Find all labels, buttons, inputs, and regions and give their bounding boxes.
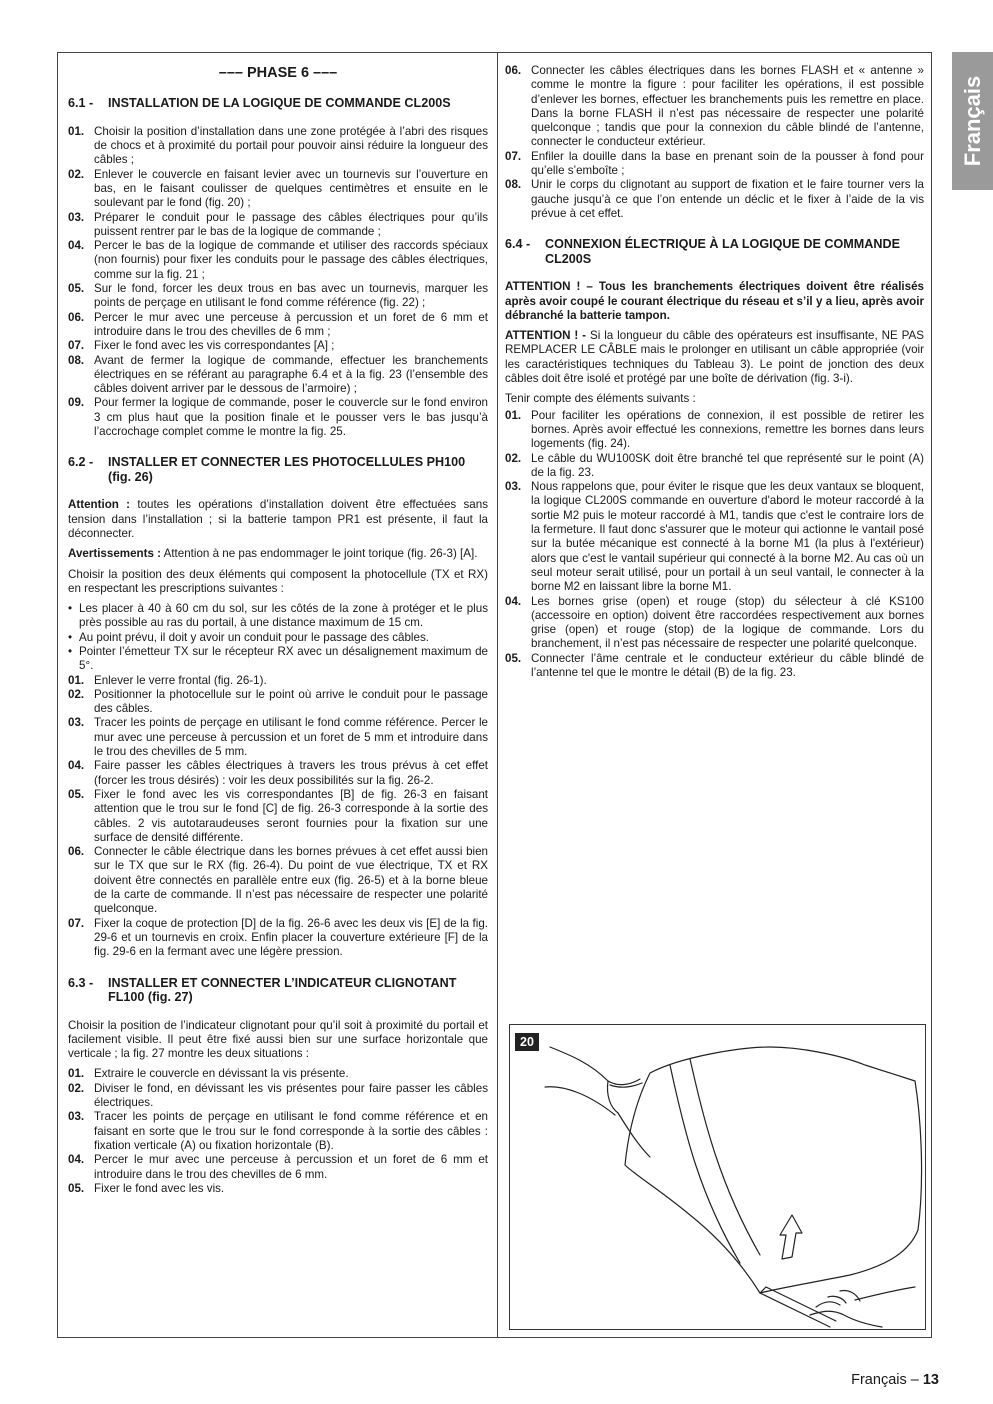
language-tab-label: Français xyxy=(959,75,985,167)
section-6-4-intro: Tenir compte des éléments suivants : xyxy=(505,392,696,406)
section-6-2-bullets xyxy=(68,602,488,673)
item-text: Le câble du WU100SK doit être branché tel que représenté sur le point (A) de la fig. 23. xyxy=(531,451,924,479)
item-number: 07. xyxy=(68,916,85,930)
section-6-1-heading: 6.1 - INSTALLATION DE LA LOGIQUE DE COMMANDE CL200S xyxy=(68,96,451,111)
item-number: 07. xyxy=(505,149,522,163)
list-item xyxy=(68,396,488,439)
section-6-1-list xyxy=(68,125,488,440)
list-item xyxy=(68,759,488,788)
figure-number: 20 xyxy=(515,1033,539,1051)
list-item xyxy=(68,674,488,688)
item-text: Enlever le verre frontal (fig. 26-1). xyxy=(94,673,267,687)
item-text: Connecter les câbles électriques dans les bornes FLASH et « antenne » comme le montre la figure : pour faciliter les opérations, il est possible d’enlever les bornes, effectuer les branchements puis les remettre en place. Dans la borne FLASH il n’est pas nécessaire de respecter une polarité quelconque ; tandis que pour la connexion du câble blindé de l’antenne, connecter le conducteur extérieur. xyxy=(531,64,924,149)
item-text: Fixer le fond avec les vis correspondantes [B] de fig. 26-3 en faisant attention que le trou sur le fond [C] de fig. 26-3 corresponde à la sortie des câbles. 2 vis autotaraudeuses seront fournies pour la fixation sur une surface de densité différente. xyxy=(94,787,488,844)
item-number: 01. xyxy=(68,673,85,687)
list-item xyxy=(68,1067,488,1081)
list-item xyxy=(68,311,488,340)
page-footer xyxy=(851,1372,939,1388)
item-number: 01. xyxy=(68,1067,85,1081)
list-item xyxy=(68,339,488,353)
item-text: Diviser le fond, en dévissant les vis présentes pour faire passer les câbles électriques. xyxy=(94,1081,488,1110)
item-number: 03. xyxy=(505,480,522,494)
list-item xyxy=(68,1153,488,1182)
item-number: 06. xyxy=(68,310,85,324)
item-text: Enlever le couvercle en faisant levier avec un tournevis sur l’ouverture en bas, en le faisant coulisser de quelques centimètres et ensuite en le soulevant par le fond (fig. 20) ; xyxy=(94,167,488,210)
column-divider xyxy=(497,52,498,1338)
section-6-3-list-continued xyxy=(505,64,924,221)
item-number: 08. xyxy=(68,353,85,367)
right-column xyxy=(505,64,924,680)
section-6-3-intro: Choisir la position de l’indicateur clignotant pour qu’il soit à proximité du portail et facilement visible. Il peut être fixé aussi bien sur une surface horizontale que verticale ; la fig. 27 montre les deux situations : xyxy=(68,1018,488,1061)
section-6-2-attention: Attention : toutes les opérations d’installation doivent être effectuées sans tension dans l’installation ; si la batterie tampon PR1 est présente, il faut la déconnecter. xyxy=(68,498,489,540)
section-6-4-attention-1: ATTENTION ! – Tous les branchements électriques doivent être réalisés après avoir coupé le courant électrique du réseau et s’il y a lieu, après avoir débranché la batterie tampon. xyxy=(505,280,924,322)
bullet-icon: • xyxy=(68,645,73,658)
item-text: Tracer les points de perçage en utilisant le fond comme référence et en faisant en sorte que le trou sur le fond corresponde à la sortie des câbles : fixation verticale (A) ou fixation horizontale (B). xyxy=(94,1110,488,1152)
list-item xyxy=(505,150,924,179)
figure-20 xyxy=(509,1024,926,1330)
item-text: Choisir la position d’installation dans une zone protégée à l’abri des risques de chocs et à proximité du portail pour pouvoir ainsi réduire la longueur des câbles ; xyxy=(94,124,488,167)
item-text: Percer le mur avec une perceuse à percussion et un foret de 6 mm et introduire dans le trou des chevilles de 6 mm. xyxy=(94,1153,488,1181)
item-number: 02. xyxy=(68,167,85,181)
list-item xyxy=(68,1182,488,1196)
item-number: 04. xyxy=(68,1153,85,1167)
item-text: Positionner la photocellule sur le point où arrive le conduit pour le passage des câbles. xyxy=(94,687,488,716)
item-number: 05. xyxy=(68,787,85,801)
item-text: Fixer le fond avec les vis. xyxy=(94,1181,225,1195)
list-item xyxy=(68,645,488,674)
bullet-text: Pointer l’émetteur TX sur le récepteur RX avec un désalignement maximum de 5°. xyxy=(79,645,488,673)
item-number: 05. xyxy=(68,1181,85,1195)
item-number: 04. xyxy=(505,594,522,608)
list-item xyxy=(505,652,924,681)
item-number: 03. xyxy=(68,716,85,730)
item-number: 07. xyxy=(68,339,85,353)
item-number: 03. xyxy=(68,210,85,224)
item-text: Percer le bas de la logique de commande et utiliser des raccords spéciaux (non fournis) pour fixer les conduits pour le passage des câbles électriques, comme sur la fig. 21 ; xyxy=(94,239,488,281)
section-6-3-list xyxy=(68,1067,488,1196)
item-text: Tracer les points de perçage en utilisant le fond comme référence. Percer le mur avec une perceuse à percussion et un foret de 5 mm et introduire dans le trou des chevilles de 5 mm. xyxy=(94,716,488,759)
item-number: 01. xyxy=(505,408,522,422)
item-number: 08. xyxy=(505,178,522,192)
item-text: Connecter le câble électrique dans les bornes prévues à cet effet aussi bien sur le TX que sur le RX (fig. 26-4). Du point de vue électrique, TX et RX doivent être connectés en parallèle entre eux (fig. 26-5) et à la borne bleue de la carte de commande. Il n’est pas nécessaire de respecter une polarité quelconque. xyxy=(94,845,488,916)
item-number: 06. xyxy=(68,845,85,859)
item-text: Fixer le fond avec les vis correspondantes [A] ; xyxy=(94,339,335,353)
list-item xyxy=(68,168,488,211)
list-item xyxy=(68,125,488,168)
item-number: 06. xyxy=(505,64,522,77)
section-6-4-list xyxy=(505,409,924,681)
left-column xyxy=(68,64,488,1196)
item-number: 05. xyxy=(68,282,85,296)
list-item xyxy=(505,480,924,594)
item-text: Préparer le conduit pour le passage des câbles électriques pour qu’ils puissent rentrer par le bas de la logique de commande ; xyxy=(94,210,488,238)
list-item xyxy=(68,631,488,645)
item-number: 04. xyxy=(68,759,85,773)
item-number: 03. xyxy=(68,1110,85,1124)
list-item xyxy=(505,64,924,150)
item-number: 02. xyxy=(505,451,522,465)
list-item xyxy=(68,688,488,717)
item-text: Les bornes grise (open) et rouge (stop) du sélecteur à clé KS100 (accessoire en option) doivent être raccordées respectivement aux bornes grise (open) et rouge (stop) de la logique de commande. Lors du branchement, il n’est pas nécessaire de respecter une polarité quelconque. xyxy=(531,594,924,651)
item-text: Percer le mur avec une perceuse à percussion et un foret de 6 mm et introduire dans le trou des chevilles de 6 mm ; xyxy=(94,310,488,338)
section-6-2-heading: 6.2 - INSTALLER ET CONNECTER LES PHOTOCELLULES PH100 (fig. 26) xyxy=(68,455,466,484)
list-item xyxy=(68,917,488,960)
item-text: Extraire le couvercle en dévissant la vis présente. xyxy=(94,1067,349,1081)
list-item xyxy=(68,354,488,397)
page-number: 13 xyxy=(922,1372,939,1388)
item-number: 02. xyxy=(68,687,85,701)
item-number: 09. xyxy=(68,396,85,410)
language-tab xyxy=(952,52,993,190)
list-item xyxy=(68,1110,488,1153)
list-item xyxy=(68,239,488,282)
item-number: 05. xyxy=(505,651,522,665)
list-item xyxy=(68,602,488,631)
bullet-text: Au point prévu, il doit y avoir un conduit pour le passage des câbles. xyxy=(79,630,429,644)
list-item xyxy=(68,282,488,311)
bullet-icon: • xyxy=(68,602,73,616)
item-text: Nous rappelons que, pour éviter le risque que les deux vantaux se bloquent, la logique CL200S commande en ouverture d'abord le moteur raccordé à la sortie M2 puis le moteur raccordé à M1, tandis que c'est le contraire lors de la fermeture. Il faut donc s'assurer que le moteur qui actionne le vantail posé sur la butée mécanique est connecté à la borne M1 (la plus à l'extérieur) alors que c'est le vantail supérieur qui connecté à la borne M2. Au cas où un seul moteur serait utilisé, pour un portail à un seul vantail, le connecter à la borne M2 en laissant libre la borne M1. xyxy=(531,480,924,594)
section-6-4-attention-2: ATTENTION ! - Si la longueur du câble des opérateurs est insuffisante, NE PAS REMPLACER LE CÂBLE mais le prolonger en utilisant un câble appropriée (voir les caractéristiques techniques du Tableau 3). Le point de jonction des deux câbles doit être isolé et protégé par une boîte de dérivation (fig. 3-i). xyxy=(505,329,924,386)
item-text: Avant de fermer la logique de commande, effectuer les branchements électriques en se référant au paragraphe 6.4 et à la fig. 23 (l’ensemble des câbles doivent arriver par le dessous de l’armoire) ; xyxy=(94,353,488,396)
item-text: Connecter l’âme centrale et le conducteur extérieur du câble blindé de l’antenne tel que le montre le détail (B) de la fig. 23. xyxy=(531,651,924,679)
list-item xyxy=(68,211,488,240)
item-text: Unir le corps du clignotant au support de fixation et le faire tourner vers la gauche jusqu’à ce que l’on entende un déclic et le fixer à l’aide de la vis prévue à cet effet. xyxy=(531,178,924,220)
item-text: Pour faciliter les opérations de connexion, il est possible de retirer les bornes. Après avoir effectué les connexions, remettre les bornes dans leurs logements (fig. 24). xyxy=(531,408,924,451)
list-item xyxy=(505,409,924,452)
section-6-2-list xyxy=(68,674,488,960)
list-item xyxy=(68,716,488,759)
phase-title: ––– PHASE 6 ––– xyxy=(218,65,338,81)
item-text: Sur le fond, forcer les deux trous en bas avec un tournevis, marquer les points de perçage en utilisant le fond comme référence (fig. 22) ; xyxy=(94,282,488,310)
item-text: Pour fermer la logique de commande, poser le couvercle sur le fond environ 3 cm plus haut que la position finale et le pousser vers le bas jusqu’à l’accrochage complet comme le montre la fig. 25. xyxy=(94,396,488,439)
item-number: 01. xyxy=(68,124,85,138)
lid-removal-illustration xyxy=(510,1025,925,1329)
section-6-4-heading: 6.4 - CONNEXION ÉLECTRIQUE À LA LOGIQUE DE COMMANDE CL200S xyxy=(505,237,900,266)
list-item xyxy=(68,845,488,916)
list-item xyxy=(68,1082,488,1111)
list-item xyxy=(505,595,924,652)
bullet-text: Les placer à 40 à 60 cm du sol, sur les côtés de la zone à protéger et le plus près possible au ras du portail, à une distance maximum de 15 cm. xyxy=(79,602,488,630)
section-6-3-heading: 6.3 - INSTALLER ET CONNECTER L’INDICATEUR CLIGNOTANT FL100 (fig. 27) xyxy=(68,975,457,1005)
item-number: 02. xyxy=(68,1081,85,1095)
list-item xyxy=(505,452,924,481)
item-text: Enfiler la douille dans la base en prenant soin de la pousser à fond pour qu’elle s’emboîte ; xyxy=(531,149,924,178)
bullet-icon: • xyxy=(68,630,73,644)
item-text: Faire passer les câbles électriques à travers les trous prévus à cet effet (forcer les trous désirés) : voir les deux possibilités sur la fig. 26-2. xyxy=(94,759,488,787)
list-item xyxy=(505,178,924,221)
footer-language: Français – xyxy=(851,1372,923,1388)
section-6-2-warning: Avertissements : Attention à ne pas endommager le joint torique (fig. 26-3) [A]. xyxy=(68,547,478,561)
item-text: Fixer la coque de protection [D] de la fig. 26-6 avec les deux vis [E] de la fig. 29-6 et un tournevis en croix. Enfin placer la couverture extérieure [F] de la fig. 29-6 en la fermant avec une légère pression. xyxy=(94,916,488,959)
section-6-2-intro: Choisir la position des deux éléments qui composent la photocellule (TX et RX) en respectant les prescriptions suivantes : xyxy=(68,567,488,595)
list-item xyxy=(68,788,488,845)
item-number: 04. xyxy=(68,239,85,253)
